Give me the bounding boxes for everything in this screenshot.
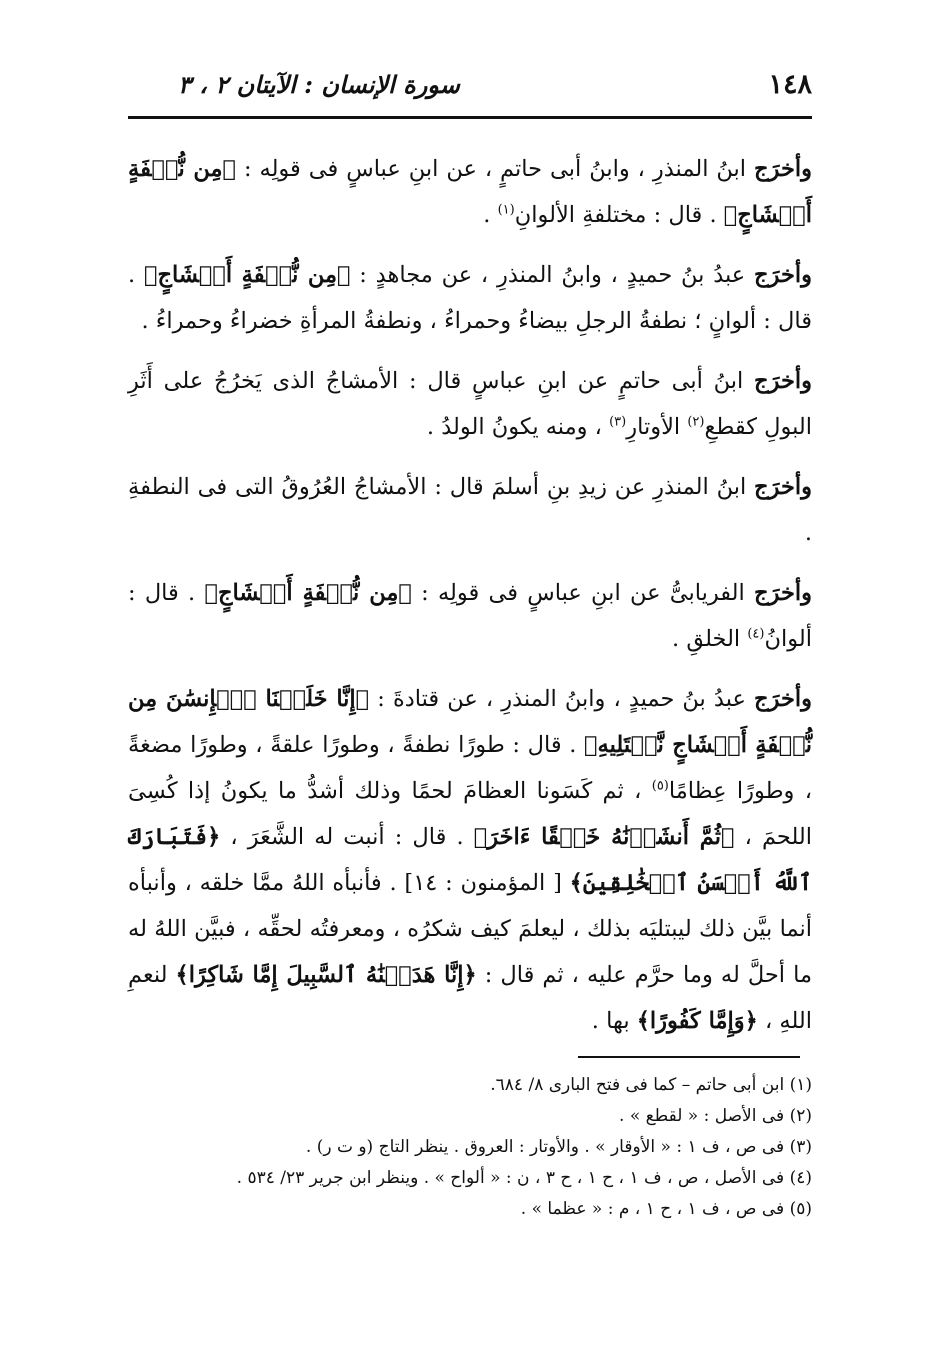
paragraph-text: . قال : أنبت له الشَّعَرَ ،	[220, 824, 474, 850]
paragraph-text: بها .	[591, 1008, 637, 1034]
footnote-4: (٤) فى الأصل ، ص ، ف ١ ، ح ١ ، ح ٣ ، ن : « ألواح » . وينظر ابن جرير ٢٣/ ٥٣٤ .	[236, 1168, 812, 1188]
paragraph-lead: وأخرَج	[754, 580, 812, 606]
paragraph-2	[128, 252, 812, 344]
footnote-ref[interactable]: (٤)	[747, 626, 765, 642]
paragraph-lead: وأخرَج	[754, 686, 812, 712]
paragraph-6	[128, 676, 812, 1044]
paragraph-text: . قال : مختلفةِ الألوانِ	[514, 202, 724, 228]
quran-quote: ﴿وَإِمَّا كَفُورًا﴾	[636, 1008, 758, 1034]
paragraph-text: الفريابىُّ عن ابنِ عباسٍ فى قولِه :	[411, 580, 755, 606]
quran-quote: ﴿إِنَّا خَلَقۡنَا ٱلۡإِنسَٰنَ مِن نُّطۡفَةٍ أَمۡشَاجٍ نَّبۡتَلِيهِ﴾	[128, 686, 812, 758]
paragraph-text: عبدُ بنُ حميدٍ ، وابنُ المنذرِ ، عن مجاهدٍ :	[350, 262, 755, 288]
quran-quote: ﴿مِن نُّطۡفَةٍ أَمۡشَاجٍ﴾	[128, 156, 812, 228]
footnote-2: (٢) فى الأصل : « لقطع » .	[619, 1106, 812, 1126]
page-number: ١٤٨	[768, 68, 812, 100]
quran-quote: ﴿فَتَبَارَكَ ٱللَّهُ أَحۡسَنُ ٱلۡخَٰلِقِينَ﴾	[128, 824, 813, 896]
paragraph-text: .	[483, 202, 498, 228]
footnote-ref[interactable]: (١)	[497, 202, 515, 218]
paragraph-4	[128, 464, 812, 556]
paragraph-3	[128, 358, 812, 450]
paragraph-1	[128, 146, 812, 238]
footnote-ref[interactable]: (٢)	[687, 414, 705, 430]
paragraph-lead: وأخرَج	[754, 368, 812, 394]
paragraph-text: . قال : ألوانٍ ؛ نطفةُ الرجلِ بيضاءُ وحمراءُ ، ونطفةُ المرأةِ خضراءُ وحمراءُ .	[128, 262, 812, 334]
paragraph-text: [ المؤمنون : ١٤] . فأنبأه اللهُ ممَّا خلقه ، وأنبأه أنما بيَّن ذلك ليبتليَه بذلك ، ليعلمَ كيف شكرُه ، ومعرفتُه لحقِّه ، فبيَّن اللهُ له ما أحلَّ له وما حرَّم عليه ، ثم قال :	[128, 870, 812, 988]
header-rule	[128, 116, 812, 119]
footnote-rule	[578, 1056, 800, 1058]
footnote-1: (١) ابن أبى حاتم – كما فى فتح البارى ٨/ ٦٨٤.	[490, 1075, 812, 1095]
running-title: سورة الإنسان : الآيتان ٢ ، ٣	[178, 69, 460, 99]
paragraph-text: عبدُ بنُ حميدٍ ، وابنُ المنذرِ ، عن قتادةَ :	[369, 686, 755, 712]
quran-quote: ﴿ثُمَّ أَنشَأۡنَٰهُ خَلۡقًا ءَاخَرَ﴾	[473, 824, 735, 850]
paragraph-5	[128, 570, 812, 662]
paragraph-lead: وأخرَج	[754, 474, 812, 500]
paragraph-text: . قال : طورًا نطفةً ، وطورًا علقةً ، وطورًا مضغةً ، وطورًا عِظامًا	[128, 732, 812, 804]
paragraph-text: ابنُ المنذرِ عن زيدِ بنِ أسلمَ قال : الأمشاجُ العُرُوقُ التى فى النطفةِ .	[128, 474, 812, 546]
footnote-5: (٥) فى ص ، ف ١ ، ح ١ ، م : « عظما » .	[520, 1199, 812, 1219]
quran-quote: ﴿مِن نُّطۡفَةٍ أَمۡشَاجٍ﴾	[143, 262, 351, 288]
paragraph-text: لنعمِ اللهِ ،	[128, 962, 812, 1034]
paragraph-text: الخلقِ .	[672, 626, 748, 652]
paragraph-lead: وأخرَج	[754, 156, 812, 182]
footnote-ref[interactable]: (٣)	[609, 414, 627, 430]
paragraph-text: ، ثم كَسَونا العظامَ لحمًا وذلك أشدُّ ما يكونُ إذا كُسِىَ اللحمَ ،	[128, 778, 813, 850]
footnote-3: (٣) فى ص ، ف ١ : « الأوقار » . والأوتار : العروق . ينظر التاج (و ت ر) .	[305, 1137, 812, 1157]
paragraph-text: ابنُ أبى حاتمٍ عن ابنِ عباسٍ قال : الأمشاجُ الذى يَخرُجُ على أَثَرِ البولِ كقطعِ	[128, 368, 812, 440]
footnote-ref[interactable]: (٥)	[651, 778, 669, 794]
paragraph-text: ، ومنه يكونُ الولدُ .	[426, 414, 610, 440]
paragraph-lead: وأخرَج	[754, 262, 812, 288]
footnotes	[128, 1070, 812, 1225]
quran-quote: ﴿مِن نُّطۡفَةٍ أَمۡشَاجٍ﴾	[204, 580, 412, 606]
paragraph-text: الأوتارِ	[626, 414, 688, 440]
quran-quote: ﴿إِنَّا هَدَيۡنَٰهُ ٱلسَّبِيلَ إِمَّا شَاكِرًا﴾	[175, 962, 477, 988]
page-header	[128, 64, 812, 104]
paragraph-text: . قال : ألوانُ	[128, 580, 812, 652]
paragraph-text: ابنُ المنذرِ ، وابنُ أبى حاتمٍ ، عن ابنِ عباسٍ فى قولِه :	[236, 156, 755, 182]
body-text	[128, 146, 812, 1044]
